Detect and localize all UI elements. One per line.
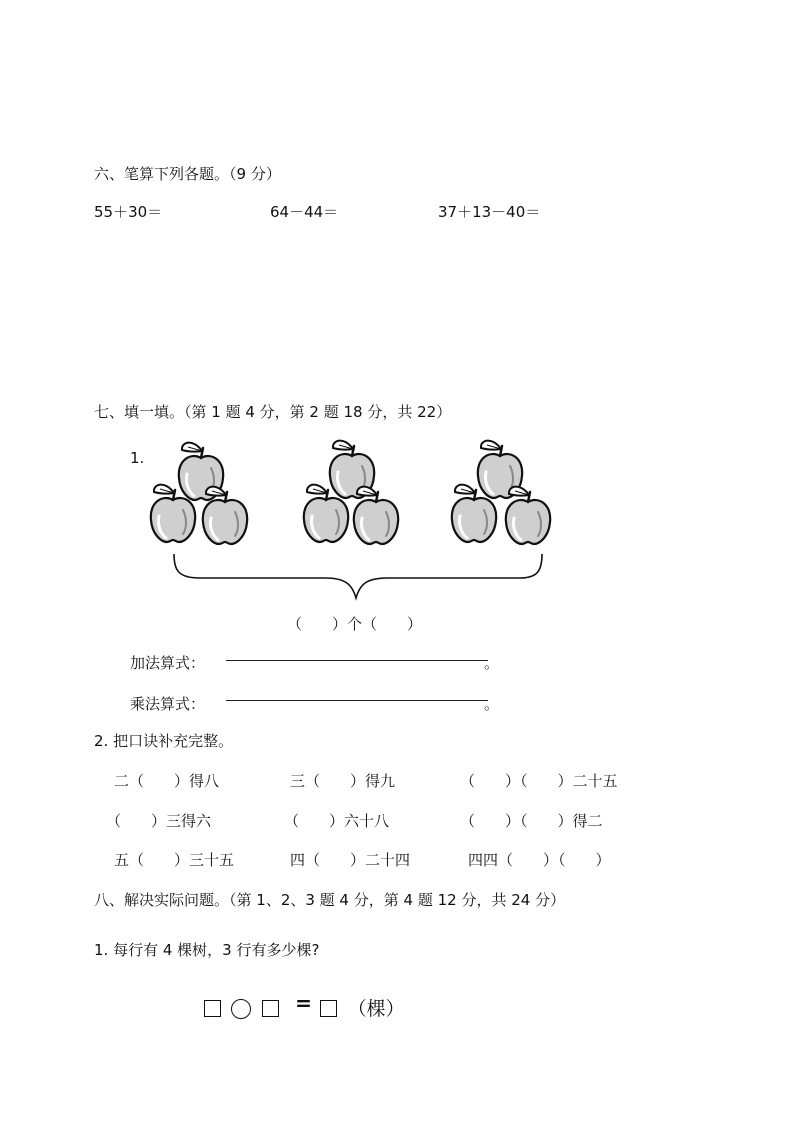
operator-circle bbox=[231, 999, 251, 1019]
brace bbox=[174, 554, 542, 598]
rhyme-r3-c2: 四（ ）二十四 bbox=[290, 851, 411, 869]
unit-label: （棵） bbox=[347, 997, 405, 1020]
section-8-heading: 八、解决实际问题。（第 1、2、3 题 4 分，第 4 题 12 分，共 24 分） bbox=[94, 891, 566, 909]
apple-groups-illustration bbox=[140, 432, 570, 602]
answer-box-2 bbox=[262, 1000, 279, 1017]
multiplication-label: 乘法算式： bbox=[130, 695, 206, 713]
multiplication-end-mark: 。 bbox=[484, 695, 500, 713]
rhyme-r2-c1: （ ）三得六 bbox=[106, 812, 212, 830]
problem-2: 64－44＝ bbox=[270, 203, 339, 221]
apple-group-3 bbox=[452, 441, 550, 544]
q1-number: 1. bbox=[130, 449, 145, 467]
addition-answer-line bbox=[226, 660, 488, 661]
q1-answer-blank: （ ）个（ ） bbox=[287, 615, 423, 633]
rhyme-r2-c3: （ ）（ ）得二 bbox=[460, 812, 603, 830]
answer-box-1 bbox=[204, 1000, 221, 1017]
rhyme-r3-c3: 四四（ ）（ ） bbox=[468, 851, 611, 869]
section-6-heading: 六、笔算下列各题。（9 分） bbox=[94, 165, 281, 183]
problem-1: 55＋30＝ bbox=[94, 203, 163, 221]
section-7-heading: 七、填一填。（第 1 题 4 分，第 2 题 18 分，共 22） bbox=[94, 403, 452, 421]
rhyme-r3-c1: 五（ ）三十五 bbox=[114, 851, 235, 869]
apple-group-1 bbox=[151, 443, 247, 544]
rhyme-r1-c2: 三（ ）得九 bbox=[290, 772, 396, 790]
multiplication-answer-line bbox=[226, 700, 488, 701]
q2-heading: 2. 把口诀补充完整。 bbox=[94, 732, 234, 750]
problem-3: 37＋13－40＝ bbox=[438, 203, 541, 221]
addition-end-mark: 。 bbox=[484, 654, 500, 672]
rhyme-r1-c3: （ ）（ ）二十五 bbox=[460, 772, 618, 790]
equals-sign: = bbox=[295, 991, 312, 1015]
s8-q1-text: 1. 每行有 4 棵树，3 行有多少棵? bbox=[94, 941, 320, 959]
addition-label: 加法算式： bbox=[130, 654, 206, 672]
rhyme-r1-c1: 二（ ）得八 bbox=[114, 772, 220, 790]
rhyme-r2-c2: （ ）六十八 bbox=[284, 812, 390, 830]
answer-box-3 bbox=[320, 1000, 337, 1017]
apple-group-2 bbox=[304, 441, 398, 544]
s8-q1-equation bbox=[204, 991, 405, 1022]
